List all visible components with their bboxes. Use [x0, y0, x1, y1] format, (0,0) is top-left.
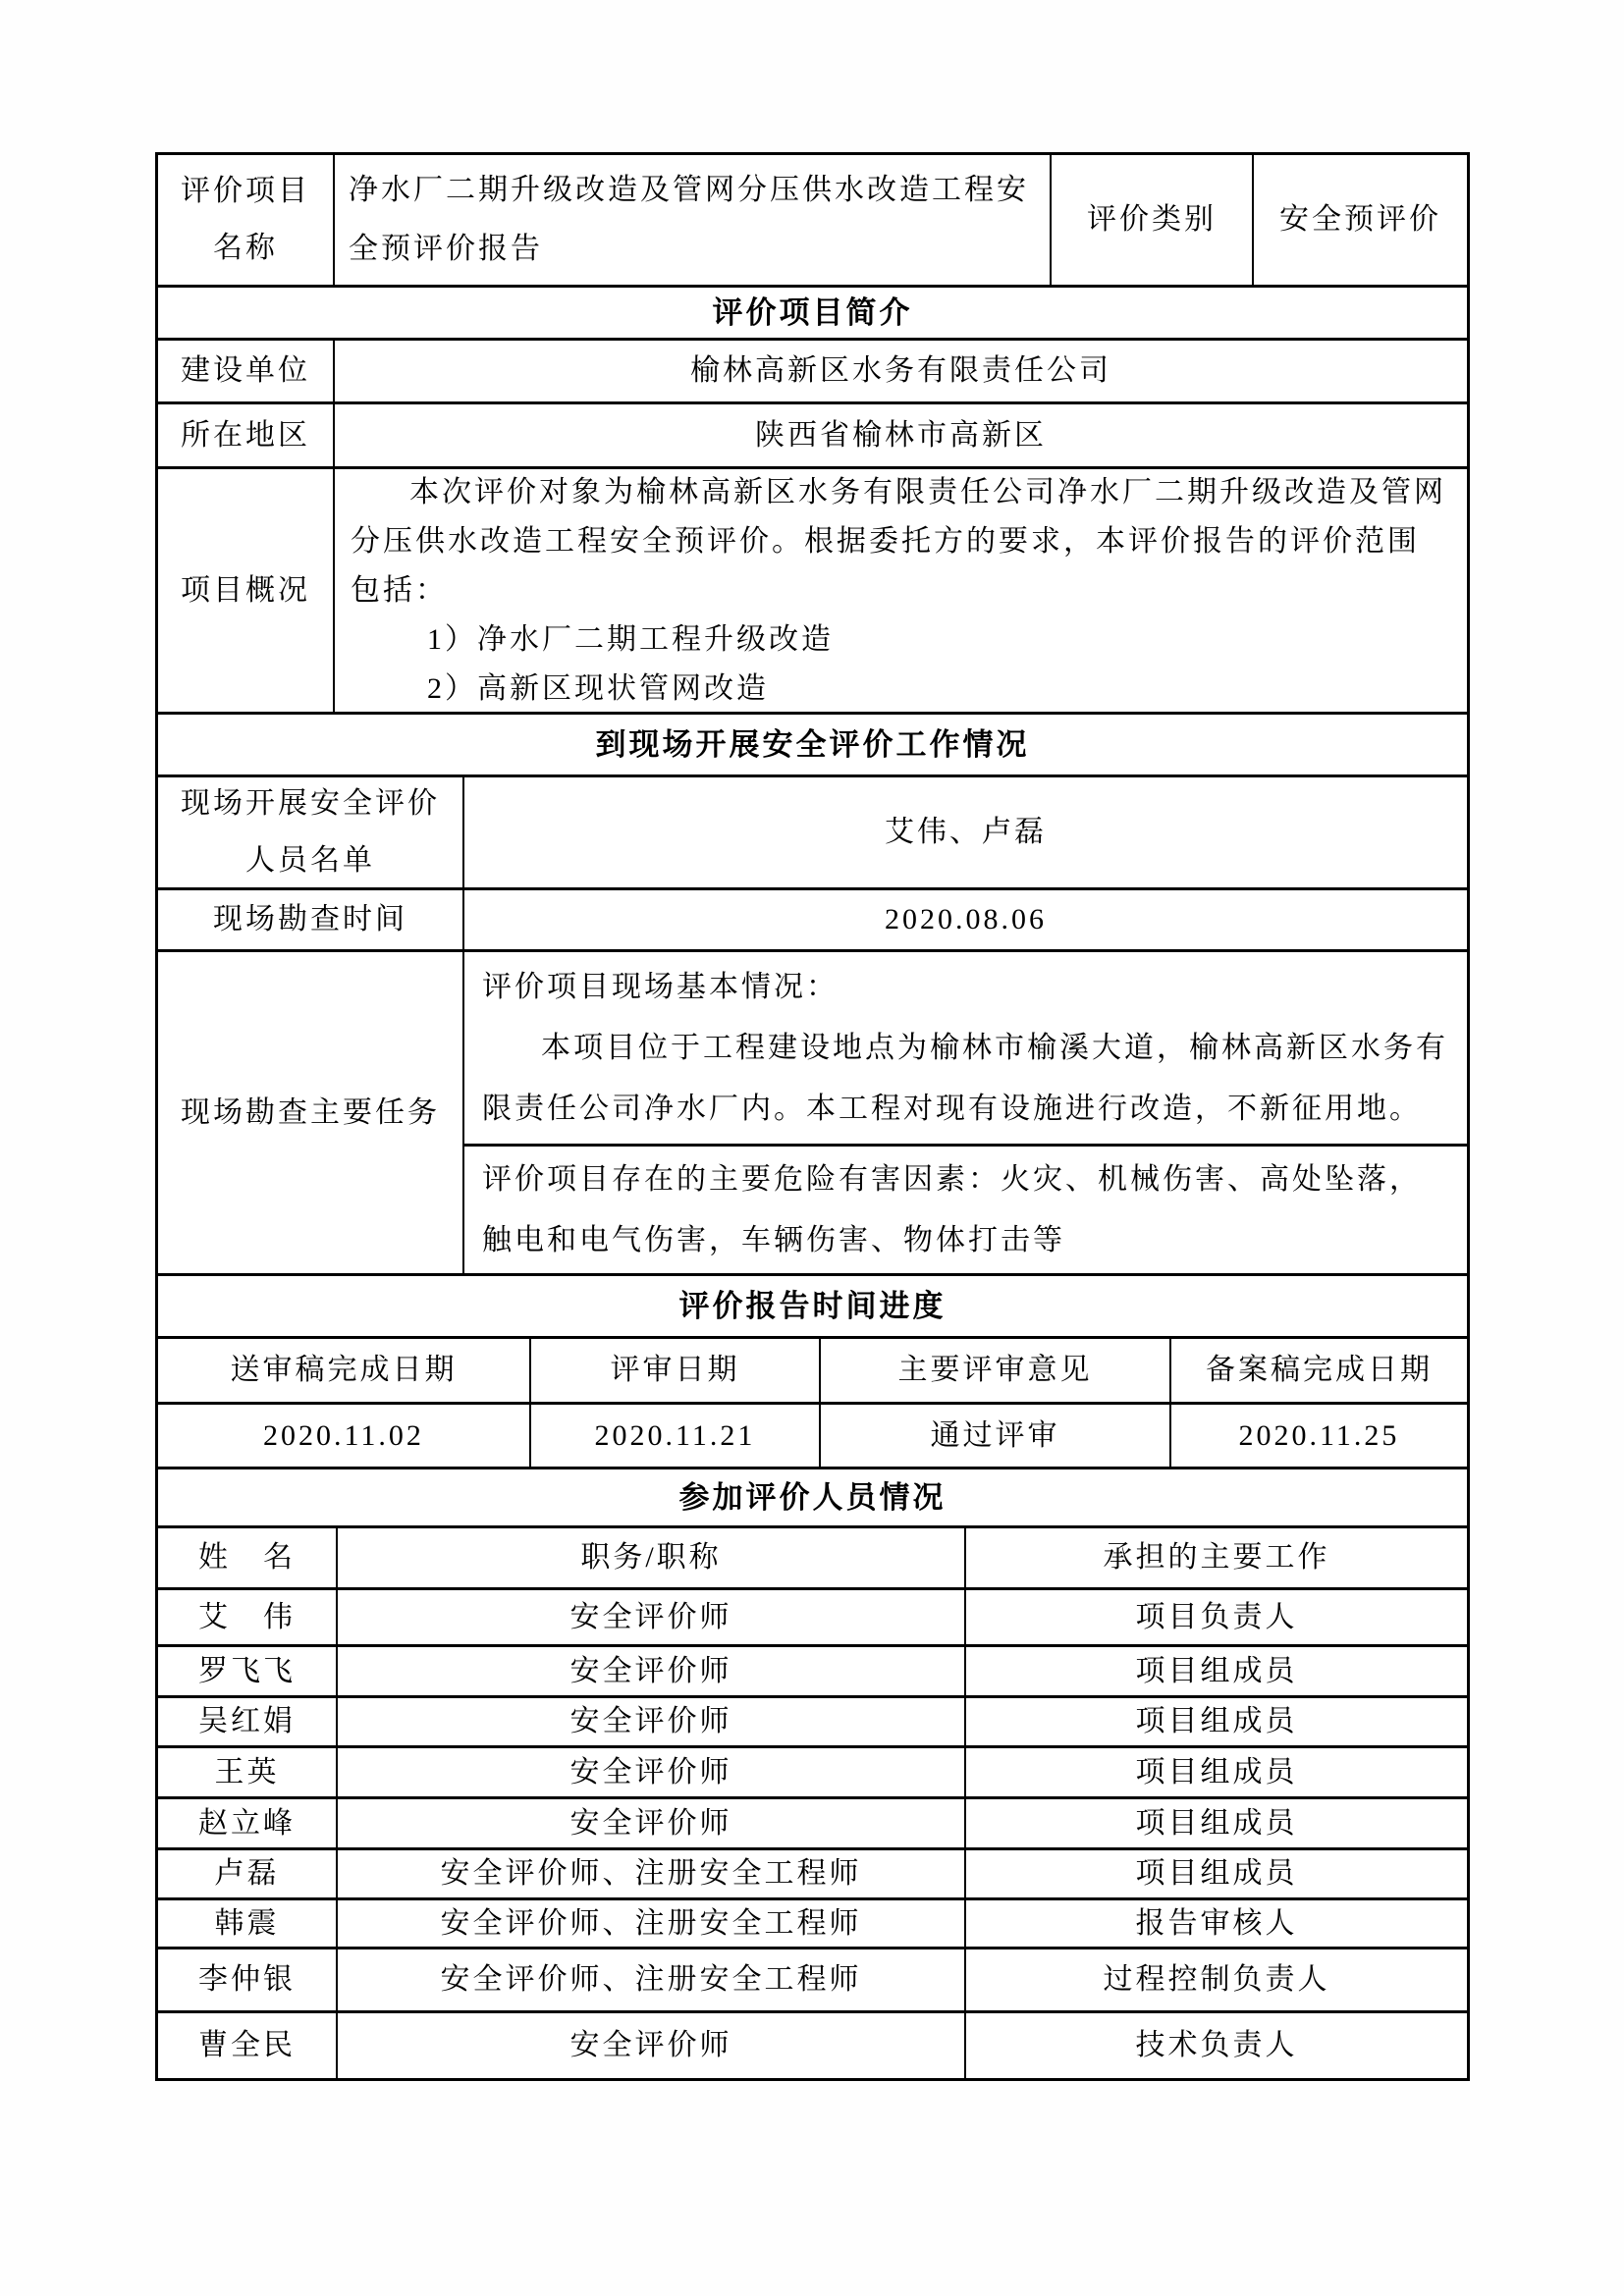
schedule-values-row: [158, 1405, 1467, 1469]
row-overview: [158, 469, 1467, 715]
personnel-role: 项目组成员: [1135, 1755, 1298, 1789]
personnel-title: 安全评价师、注册安全工程师: [338, 1949, 966, 2010]
personnel-title: 安全评价师: [338, 1698, 966, 1745]
personnel-name: 吴红娟: [158, 1698, 338, 1745]
personnel-col-role: 承担的主要工作: [1103, 1541, 1330, 1574]
personnel-row-1: [158, 1590, 1467, 1647]
schedule-value-record-date: 2020.11.25: [1238, 1418, 1400, 1452]
overview-value: [335, 469, 1467, 712]
survey-task-2-body: 评价项目存在的主要危险有害因素：火灾、机械伤害、高处坠落，触电和电气伤害，车辆伤害、物体打击等: [482, 1162, 1422, 1256]
personnel-name: 李仲银: [158, 1949, 338, 2010]
survey-task-1-body: 本项目位于工程建设地点为榆林市榆溪大道，榆林高新区水务有限责任公司净水厂内。本工程对现有设施进行改造，不新征用地。: [482, 1031, 1448, 1125]
personnel-title: 安全评价师: [338, 1748, 966, 1796]
personnel-name: 卢磊: [158, 1850, 338, 1897]
personnel-row-9: [158, 2013, 1467, 2078]
survey-date-value: 2020.08.06: [885, 903, 1047, 935]
personnel-col-name: 姓 名: [158, 1528, 338, 1587]
personnel-role: 技术负责人: [1135, 2029, 1298, 2061]
personnel-role: 项目组成员: [1135, 1705, 1298, 1737]
survey-date-label: 现场勘查时间: [158, 890, 464, 949]
personnel-columns-row: [158, 1528, 1467, 1590]
personnel-role: 项目负责人: [1135, 1600, 1298, 1633]
schedule-col-review-date: 评审日期: [531, 1339, 821, 1402]
section-personnel-header: 参加评价人员情况: [678, 1479, 947, 1515]
site-staff-value: 艾伟、卢磊: [885, 816, 1047, 848]
personnel-name: 赵立峰: [158, 1799, 338, 1847]
survey-tasks-content: [464, 952, 1467, 1273]
construction-unit-value: 榆林高新区水务有限责任公司: [690, 354, 1111, 387]
location-value: 陕西省榆林市高新区: [755, 418, 1047, 452]
row-site-staff: [158, 777, 1467, 890]
construction-unit-label: 建设单位: [158, 341, 335, 401]
location-label: 所在地区: [158, 404, 335, 466]
personnel-role: 项目组成员: [1135, 1857, 1298, 1890]
survey-task-1-title: 评价项目现场基本情况：: [482, 970, 839, 1003]
personnel-row-6: [158, 1850, 1467, 1900]
personnel-role: 项目组成员: [1135, 1806, 1298, 1840]
category-label: 评价类别: [1052, 155, 1254, 285]
survey-task-2: [464, 1147, 1467, 1273]
section-schedule-header-row: [158, 1276, 1467, 1339]
overview-paragraph: 本次评价对象为榆林高新区水务有限责任公司净水厂二期升级改造及管网分压供水改造工程安全预评价。根据委托方的要求，本评价报告的评价范围包括：: [351, 475, 1446, 607]
personnel-title: 安全评价师: [338, 1647, 966, 1695]
row-survey-tasks: [158, 952, 1467, 1276]
survey-tasks-label: 现场勘查主要任务: [158, 952, 464, 1273]
row-location: [158, 404, 1467, 469]
personnel-title: 安全评价师: [338, 1590, 966, 1644]
personnel-title: 安全评价师: [338, 2013, 966, 2078]
section-site-header-row: [158, 715, 1467, 777]
section-personnel-header-row: [158, 1469, 1467, 1528]
survey-task-1: [464, 952, 1467, 1147]
row-survey-date: [158, 890, 1467, 952]
schedule-columns-row: [158, 1339, 1467, 1405]
overview-item-1: 1）净水厂二期工程升级改造: [427, 622, 834, 656]
section-site-header: 到现场开展安全评价工作情况: [595, 726, 1030, 762]
personnel-row-3: [158, 1698, 1467, 1748]
row-construction-unit: [158, 341, 1467, 404]
personnel-role: 报告审核人: [1135, 1906, 1298, 1940]
schedule-value-draft-date: 2020.11.02: [158, 1405, 531, 1467]
schedule-col-draft-date: 送审稿完成日期: [158, 1339, 531, 1402]
personnel-name: 艾 伟: [158, 1590, 338, 1644]
project-name-value: 净水厂二期升级改造及管网分压供水改造工程安全预评价报告: [335, 155, 1052, 285]
evaluation-form-table: [155, 152, 1470, 2081]
personnel-name: 韩震: [158, 1900, 338, 1947]
overview-label: 项目概况: [158, 469, 335, 712]
personnel-row-4: [158, 1748, 1467, 1799]
schedule-col-review-opinion: 主要评审意见: [821, 1339, 1171, 1402]
section-schedule-header: 评价报告时间进度: [678, 1288, 947, 1323]
overview-item-2: 2）高新区现状管网改造: [427, 671, 769, 705]
personnel-name: 王英: [158, 1748, 338, 1796]
personnel-title: 安全评价师、注册安全工程师: [338, 1850, 966, 1897]
personnel-title: 安全评价师、注册安全工程师: [338, 1900, 966, 1947]
row-project-name: [158, 155, 1467, 288]
personnel-name: 曹全民: [158, 2013, 338, 2078]
personnel-row-2: [158, 1647, 1467, 1698]
category-value: 安全预评价: [1279, 203, 1441, 236]
personnel-title: 安全评价师: [338, 1799, 966, 1847]
personnel-name: 罗飞飞: [158, 1647, 338, 1695]
section-intro-header: 评价项目简介: [712, 294, 913, 330]
personnel-row-5: [158, 1799, 1467, 1850]
personnel-row-7: [158, 1900, 1467, 1949]
site-staff-label: 现场开展安全评价 人员名单: [158, 777, 464, 887]
personnel-role: 项目组成员: [1135, 1654, 1298, 1687]
section-intro-header-row: [158, 288, 1467, 341]
personnel-role: 过程控制负责人: [1103, 1963, 1330, 1996]
personnel-col-title: 职务/职称: [338, 1528, 966, 1587]
project-name-label: 评价项目 名称: [158, 155, 335, 285]
schedule-value-review-date: 2020.11.21: [531, 1405, 821, 1467]
schedule-col-record-date: 备案稿完成日期: [1206, 1354, 1433, 1386]
personnel-row-8: [158, 1949, 1467, 2013]
schedule-value-review-opinion: 通过评审: [821, 1405, 1171, 1467]
